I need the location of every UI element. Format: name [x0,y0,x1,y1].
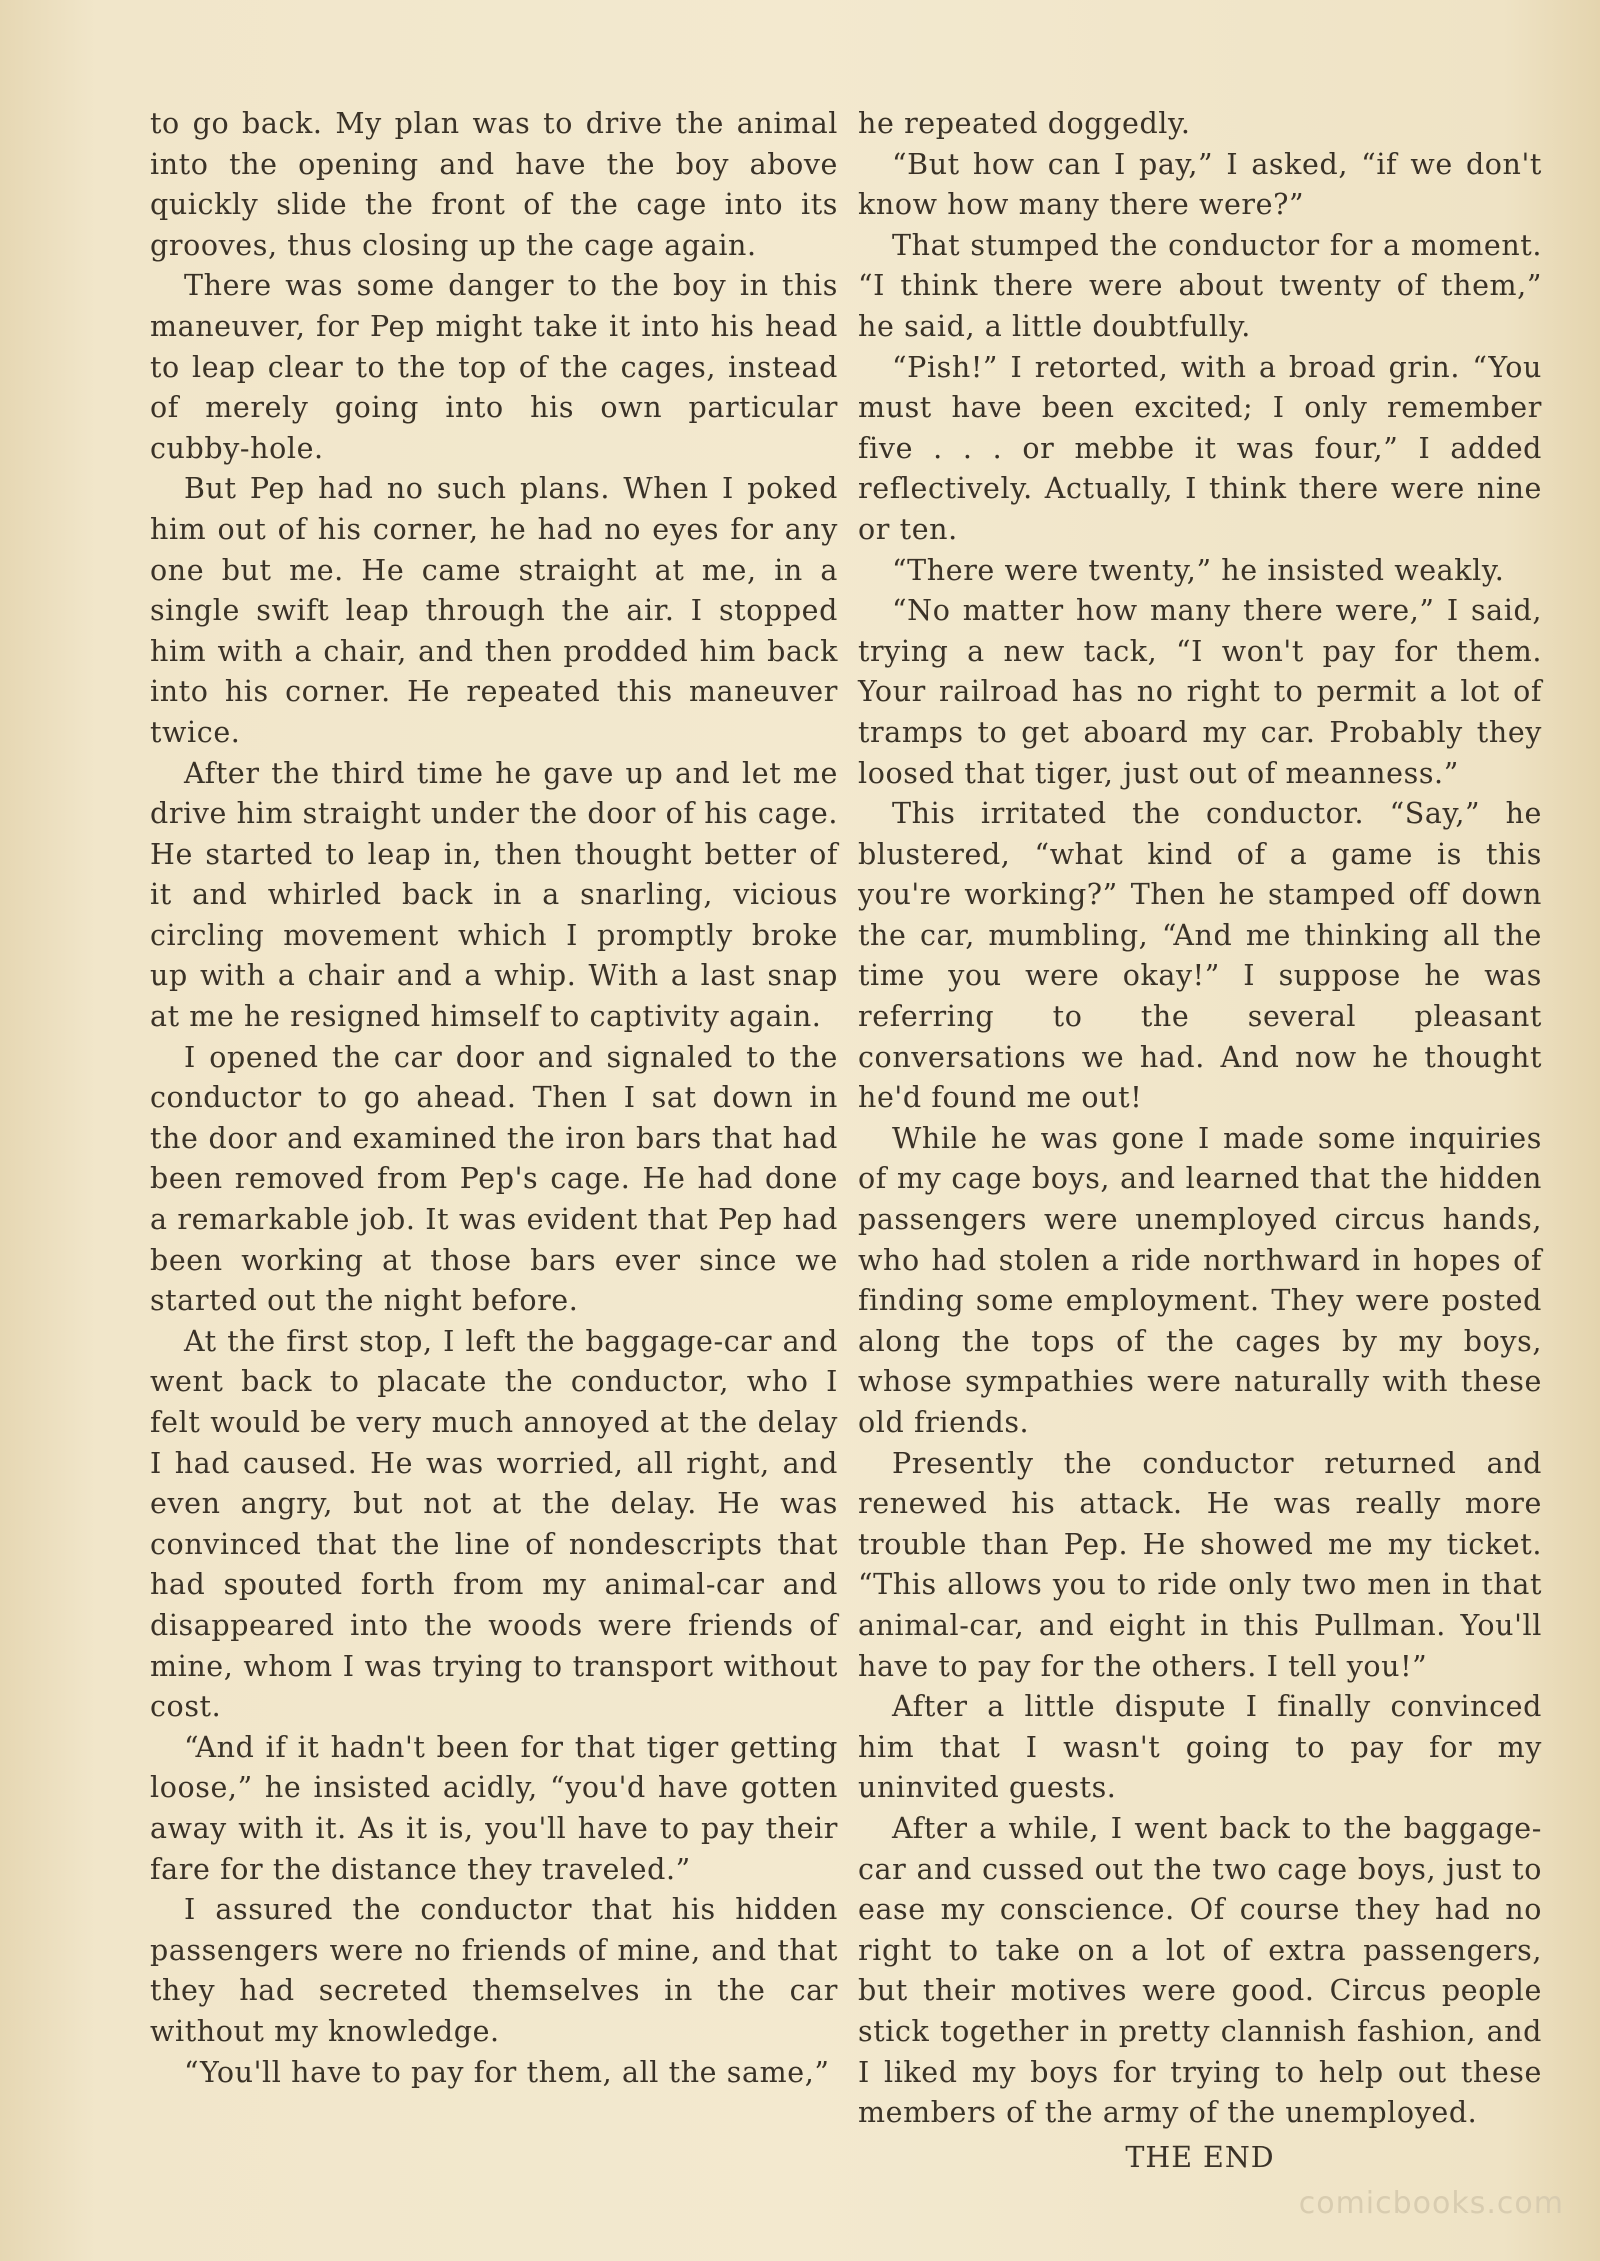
paragraph: he repeated doggedly. [858,107,1191,140]
paragraph: I assured the conductor that his hidden passengers were no friends of mine, and that they had secreted themselves in the car without my knowledge. [150,1893,838,2048]
paragraph: But Pep had no such plans. When I poked him out of his corner, he had no eyes for any one but me. He came straight at me, in a single swift leap through the air. I stopped him with a chair, and then prodded him back into his corner. He repeated this maneuver twice. [150,472,838,749]
paragraph: There was some danger to the boy in this maneuver, for Pep might take it into his head to leap clear to the top of the cages, instead of merely going into his own particular cubby-hole. [150,269,838,465]
paragraph: After a while, I went back to the baggage-car and cussed out the two cage boys, just to ease my conscience. Of course they had no right to take on a lot of extra passengers, but their motives were good. Circus people stick together in pretty clannish fashion, and I liked my boys for trying to help out these members of the army of the unemployed. [858,1811,1542,2130]
paragraph: At the first stop, I left the baggage-car and went back to placate the conductor, who I felt would be very much annoyed at the delay I had caused. He was worried, all right, and even angry, but not at the delay. He was convinced that the line of nondescripts that had spouted forth from my animal-car and disappeared into the woods were friends of mine, whom I was trying to transport without cost. [150,1324,838,1724]
paragraph: After a little dispute I finally convinced him that I wasn't going to pay for my uninvited guests. [858,1690,1542,1805]
paragraph: “You'll have to pay for them, all the same,” [184,2055,830,2089]
paragraph: “There were twenty,” he insisted weakly. [892,553,1505,587]
paragraph: to go back. My plan was to drive the animal into the opening and have the boy above quickly slide the front of the cage into its grooves, thus closing up the cage again. [150,107,838,262]
right-text-column [858,104,1542,2178]
paragraph: I opened the car door and signaled to the conductor to go ahead. Then I sat down in the door and examined the iron bars that had been removed from Pep's cage. He had done a remarkable job. It was evident that Pep had been working at those bars ever since we started out the night before. [150,1040,838,1318]
paragraph: “But how can I pay,” I asked, “if we don't know how many there were?” [858,147,1542,222]
the-end-label: THE END [1125,2140,1275,2174]
paragraph: “And if it hadn't been for that tiger getting loose,” he insisted acidly, “you'd have gotten away with it. As it is, you'll have to pay their fare for the distance they traveled.” [150,1730,838,1886]
paragraph: “Pish!” I retorted, with a broad grin. “You must have been excited; I only remember five . . . or mebbe it was four,” I added reflectively. Actually, I think there were nine or ten. [858,350,1542,546]
paragraph: Presently the conductor returned and renewed his attack. He was really more trouble than Pep. He showed me my ticket. “This allows you to ride only two men in that animal-car, and eight in this Pullman. You'll have to pay for the others. I tell you!” [858,1446,1542,1683]
paragraph: After the third time he gave up and let me drive him straight under the door of his cage. He started to leap in, then thought better of it and whirled back in a snarling, vicious circling movement which I promptly broke up with a chair and a whip. With a last snap at me he resigned himself to captivity again. [150,756,838,1034]
paragraph: While he was gone I made some inquiries of my cage boys, and learned that the hidden passengers were unemployed circus hands, who had stolen a ride northward in hopes of finding some employment. They were posted along the tops of the cages by my boys, whose sympathies were naturally with these old friends. [858,1121,1542,1439]
watermark: comicbooks.com [1298,2186,1564,2221]
left-text-column [150,104,838,2093]
paragraph: That stumped the conductor for a moment. “I think there were about twenty of them,” he said, a little doubtfully. [858,228,1542,343]
paragraph: This irritated the conductor. “Say,” he blustered, “what kind of a game is this you're working?” Then he stamped off down the car, mumbling, “And me thinking all the time you were okay!” I suppose he was referring to the several pleasant conversations we had. And now he thought he'd found me out! [858,797,1542,1115]
paragraph: “No matter how many there were,” I said, trying a new tack, “I won't pay for them. Your railroad has no right to permit a lot of tramps to get aboard my car. Probably they loosed that tiger, just out of meanness.” [858,594,1542,790]
